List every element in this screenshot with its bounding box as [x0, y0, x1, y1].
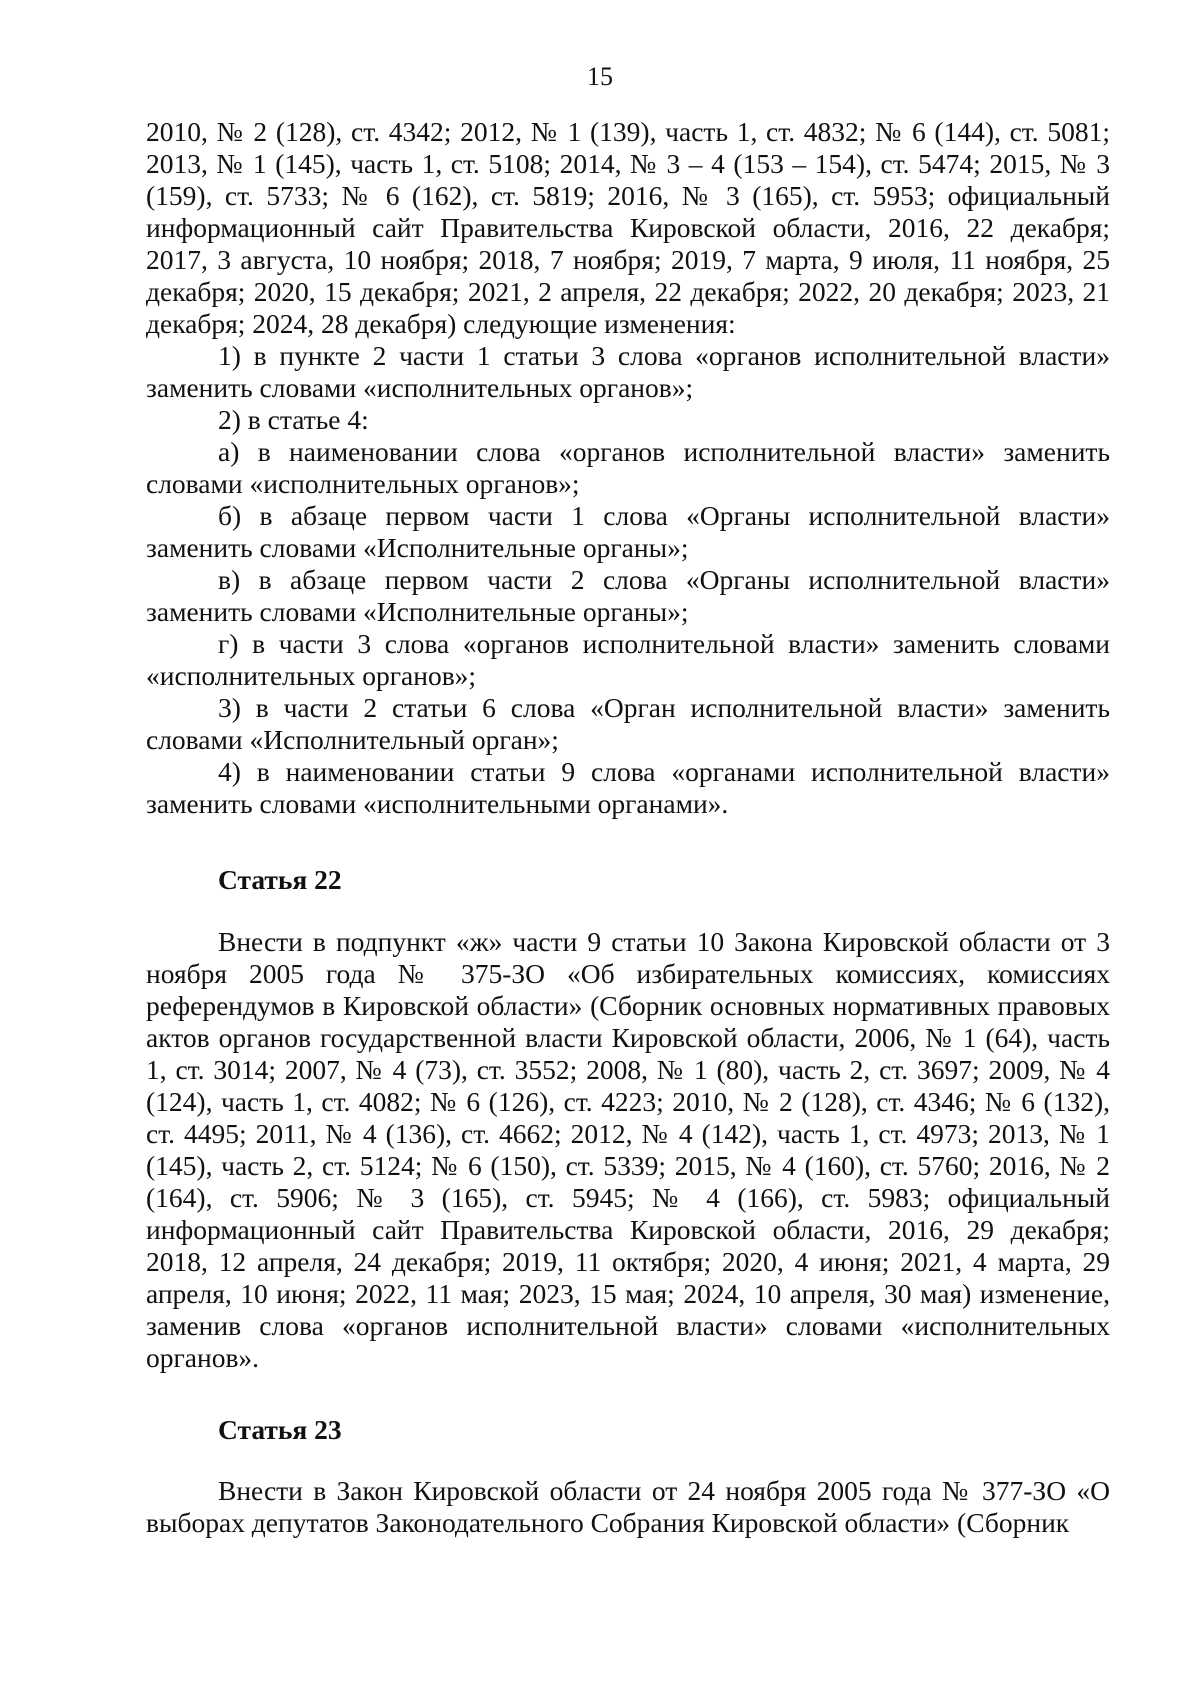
paragraph-item-1: 1) в пункте 2 части 1 статьи 3 слова «органов исполнительной власти» заменить словами «исполнительных органов»;	[146, 340, 1110, 403]
paragraph-item-2v: в) в абзаце первом части 2 слова «Органы исполнительной власти» заменить словами «Исполнительные органы»;	[146, 564, 1110, 627]
paragraph-item-2b: б) в абзаце первом части 1 слова «Органы исполнительной власти» заменить словами «Исполнительные органы»;	[146, 500, 1110, 563]
paragraph-item-3: 3) в части 2 статьи 6 слова «Орган исполнительной власти» заменить словами «Исполнительный орган»;	[146, 692, 1110, 755]
article-23-paragraph: Внести в Закон Кировской области от 24 ноября 2005 года № 377-ЗО «О выборах депутатов Законодательного Собрания Кировской области» (Сборник	[146, 1475, 1110, 1538]
article-22-heading: Статья 22	[218, 864, 342, 895]
article-23-heading: Статья 23	[218, 1414, 342, 1445]
page-number: 15	[587, 62, 613, 91]
article-21-continuation	[146, 116, 1110, 820]
article-22-body	[146, 926, 1110, 1374]
paragraph-item-4: 4) в наименовании статьи 9 слова «органами исполнительной власти» заменить словами «исполнительными органами».	[146, 756, 1110, 819]
paragraph-item-2a: а) в наименовании слова «органов исполнительной власти» заменить словами «исполнительных органов»;	[146, 436, 1110, 499]
paragraph-item-2g: г) в части 3 слова «органов исполнительной власти» заменить словами «исполнительных органов»;	[146, 628, 1110, 691]
article-22-paragraph: Внести в подпункт «ж» части 9 статьи 10 Закона Кировской области от 3 ноября 2005 года № 375-ЗО «Об избирательных комиссиях, комиссиях референдумов в Кировской области» (Сборник основных нормативных правовых актов органов государственной власти Кировской области, 2006, № 1 (64), часть 1, ст. 3014; 2007, № 4 (73), ст. 3552; 2008, № 1 (80), часть 2, ст. 3697; 2009, № 4 (124), часть 1, ст. 4082; № 6 (126), ст. 4223; 2010, № 2 (128), ст. 4346; № 6 (132), ст. 4495; 2011, № 4 (136), ст. 4662; 2012, № 4 (142), часть 1, ст. 4973; 2013, № 1 (145), часть 2, ст. 5124; № 6 (150), ст. 5339; 2015, № 4 (160), ст. 5760; 2016, № 2 (164), ст. 5906; № 3 (165), ст. 5945; № 4 (166), ст. 5983; официальный информационный сайт Правительства Кировской области, 2016, 29 декабря; 2018, 12 апреля, 24 декабря; 2019, 11 октября; 2020, 4 июня; 2021, 4 марта, 29 апреля, 10 июня; 2022, 11 мая; 2023, 15 мая; 2024, 10 апреля, 30 мая) изменение, заменив слова «органов исполнительной власти» словами «исполнительных органов».	[146, 926, 1110, 1373]
paragraph-item-2: 2) в статье 4:	[218, 404, 369, 435]
paragraph-citation-continuation: 2010, № 2 (128), ст. 4342; 2012, № 1 (139), часть 1, ст. 4832; № 6 (144), ст. 5081; 2013, № 1 (145), часть 1, ст. 5108; 2014, № 3 – 4 (153 – 154), ст. 5474; 2015, № 3 (159), ст. 5733; № 6 (162), ст. 5819; 2016, № 3 (165), ст. 5953; официальный информационный сайт Правительства Кировской области, 2016, 22 декабря; 2017, 3 августа, 10 ноября; 2018, 7 ноября; 2019, 7 марта, 9 июля, 11 ноября, 25 декабря; 2020, 15 декабря; 2021, 2 апреля, 22 декабря; 2022, 20 декабря; 2023, 21 декабря; 2024, 28 декабря) следующие изменения:	[146, 116, 1110, 339]
article-23-body	[146, 1475, 1110, 1539]
